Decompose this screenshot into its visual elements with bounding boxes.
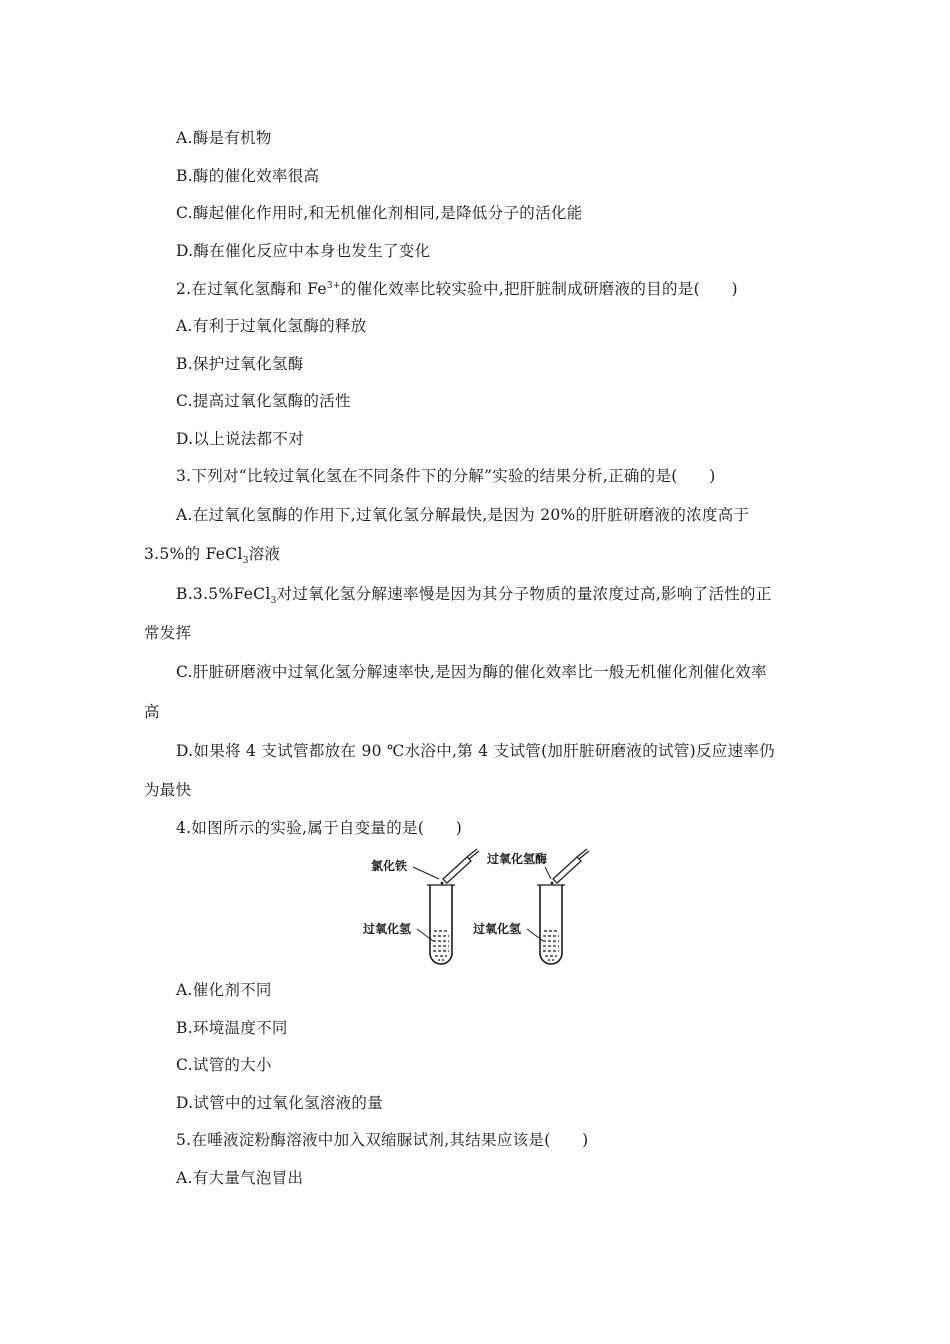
q1-option-a: A.酶是有机物 — [176, 129, 272, 147]
q4-stem: 4.如图所示的实验,属于自变量的是( ) — [176, 819, 463, 837]
q3-option-d: D.如果将 4 支试管都放在 90 ℃水浴中,第 4 支试管(加肝脏研磨液的试管)反应速率仍 — [176, 742, 775, 760]
left-reagent-label: 氯化铁 — [371, 859, 408, 873]
q2-option-b: B.保护过氧化氢酶 — [176, 355, 304, 373]
left-test-tube — [413, 849, 479, 964]
q2-stem: 2.在过氧化氢酶和 $Fe^{3+}$的催化效率比较实验中,把肝脏制成研磨液的目的是( ) — [176, 280, 738, 298]
liquid-hatching — [433, 931, 449, 960]
left-solution-label: 过氧化氢 — [363, 922, 412, 936]
q3-option-c-cont: 高 — [144, 703, 160, 721]
q2-option-d: D.以上说法都不对 — [176, 430, 305, 448]
dropper-icon — [441, 849, 479, 884]
q2-option-c: C.提高过氧化氢酶的活性 — [176, 392, 351, 410]
q4-option-c: C.试管的大小 — [176, 1056, 272, 1074]
liquid-hatching — [543, 931, 559, 960]
q2-option-a: A.有利于过氧化氢酶的释放 — [176, 317, 367, 335]
q4-option-a: A.催化剂不同 — [176, 981, 272, 999]
q3-option-a-cont: 3.5%的 FeCl$_3$溶液 — [144, 545, 281, 567]
q4-option-d: D.试管中的过氧化氢溶液的量 — [176, 1094, 384, 1112]
test-tube-figure — [355, 845, 600, 970]
right-solution-label: 过氧化氢 — [473, 922, 522, 936]
q3-option-d-cont: 为最快 — [144, 781, 192, 799]
q1-option-b: B.酶的催化效率很高 — [176, 167, 320, 185]
dropper-icon — [551, 849, 589, 884]
q4-option-b: B.环境温度不同 — [176, 1019, 288, 1037]
q3-option-b: B.3.5%FeCl$_3$对过氧化氢分解速率慢是因为其分子物质的量浓度过高,影响了活性的正 — [176, 585, 772, 607]
q1-option-d: D.酶在催化反应中本身也发生了变化 — [176, 242, 431, 260]
q3-option-b-cont: 常发挥 — [144, 624, 192, 642]
q3-stem: 3.下列对“比较过氧化氢在不同条件下的分解”实验的结果分析,正确的是( ) — [176, 467, 716, 485]
q5-stem: 5.在唾液淀粉酶溶液中加入双缩脲试剂,其结果应该是( ) — [176, 1131, 589, 1149]
q1-option-c: C.酶起催化作用时,和无机催化剂相同,是降低分子的活化能 — [176, 204, 583, 222]
q3-option-c: C.肝脏研磨液中过氧化氢分解速率快,是因为酶的催化效率比一般无机催化剂催化效率 — [176, 663, 767, 681]
right-test-tube — [527, 849, 589, 964]
q3-option-a: A.在过氧化氢酶的作用下,过氧化氢分解最快,是因为 20%的肝脏研磨液的浓度高于 — [176, 506, 750, 524]
q5-option-a: A.有大量气泡冒出 — [176, 1169, 304, 1187]
right-reagent-label: 过氧化氢酶 — [487, 852, 548, 866]
